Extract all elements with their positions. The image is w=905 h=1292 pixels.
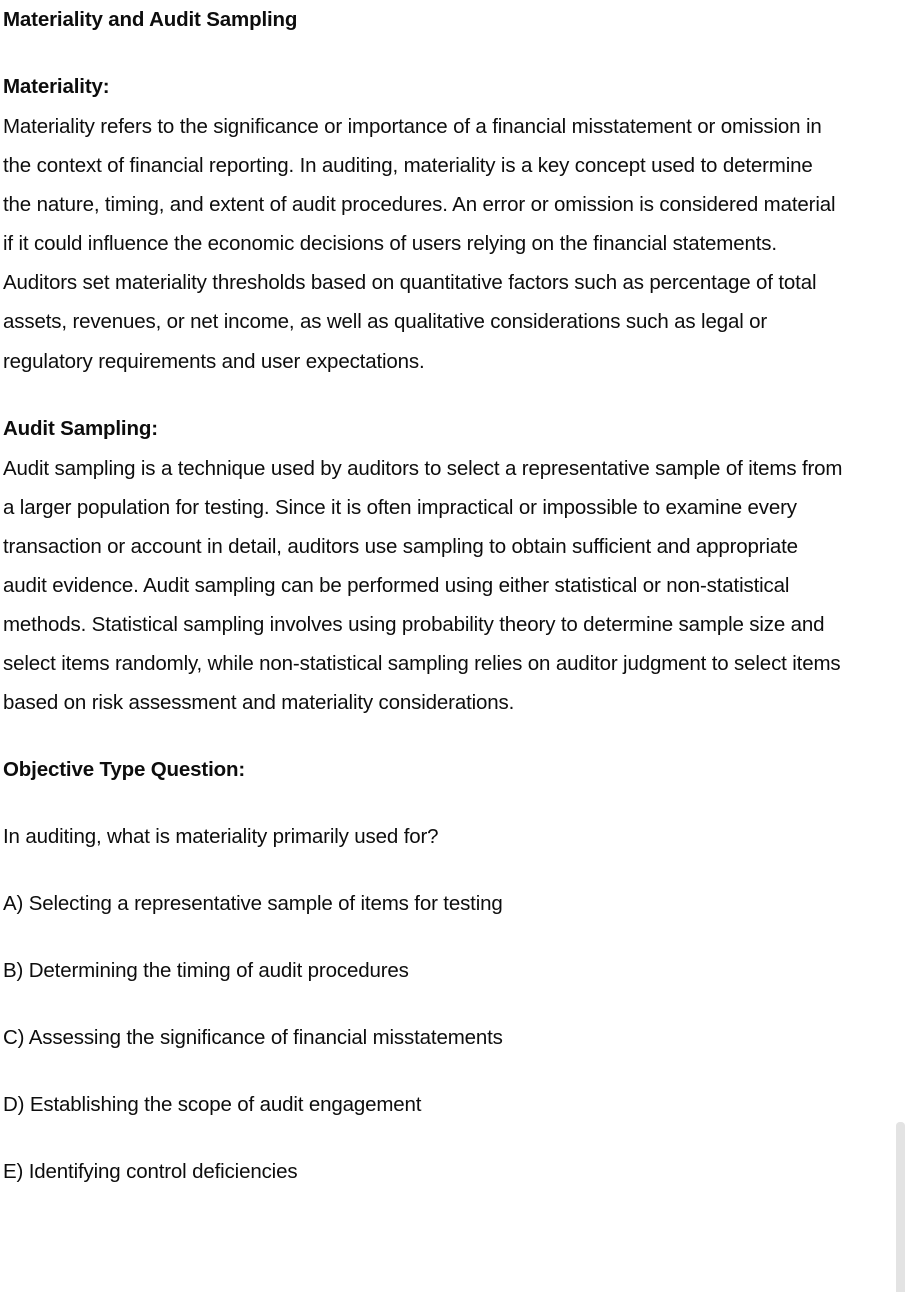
question-heading: Objective Type Question: (3, 758, 246, 782)
option-e: E) Identifying control deficiencies (3, 1160, 298, 1184)
materiality-paragraph: Materiality refers to the significance or importance of a financial misstatement or omission in the context of financial reporting. In auditing, materiality is a key concept used to determine the nature, timing, and extent of audit procedures. An error or omission is considered material if it could influence the economic decisions of users relying on the financial statements. Auditors set materiality thresholds based on quantitative factors such as percentage of total assets, revenues, or net income, as well as qualitative considerations such as legal or regulatory requirements and user expectations. (3, 115, 836, 373)
vertical-scrollbar[interactable] (896, 1122, 905, 1292)
option-b: B) Determining the timing of audit procedures (3, 959, 409, 983)
question-prompt: In auditing, what is materiality primarily used for? (3, 825, 439, 849)
spacer (3, 1125, 843, 1152)
option-a: A) Selecting a representative sample of items for testing (3, 892, 503, 916)
spacer (3, 790, 843, 817)
page-title: Materiality and Audit Sampling (3, 8, 298, 31)
spacer (3, 722, 843, 750)
materiality-heading: Materiality: (3, 75, 110, 98)
option-d: D) Establishing the scope of audit engagement (3, 1093, 422, 1117)
spacer (3, 1058, 843, 1085)
scrollbar-thumb[interactable] (896, 1122, 905, 1292)
document-content (3, 0, 843, 1192)
option-c: C) Assessing the significance of financial misstatements (3, 1026, 503, 1050)
spacer (3, 857, 843, 884)
spacer (3, 381, 843, 409)
spacer (3, 991, 843, 1018)
spacer (3, 924, 843, 951)
audit-sampling-heading: Audit Sampling: (3, 416, 158, 440)
spacer (3, 40, 843, 67)
audit-sampling-paragraph: Audit sampling is a technique used by auditors to select a representative sample of items from a larger population for testing. Since it is often impractical or impossible to examine every transaction or account in detail, auditors use sampling to obtain sufficient and appropriate audit evidence. Audit sampling can be performed using either statistical or non-statistical methods. Statistical sampling involves using probability theory to determine sample size and select items randomly, while non-statistical sampling relies on auditor judgment to select items based on risk assessment and materiality considerations. (3, 456, 843, 715)
